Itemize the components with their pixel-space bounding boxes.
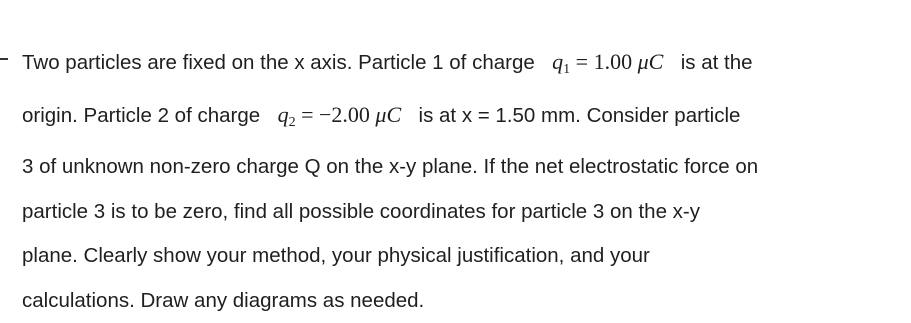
q2-symbol: q [278,102,289,127]
bullet-marker [0,58,8,60]
charge-q1-expression [552,49,663,74]
q1-subscript: 1 [563,62,570,77]
line1-text-a: Two particles are fixed on the x axis. Particle 1 of charge [22,51,535,74]
charge-q2-expression [278,102,402,127]
q1-value: = 1.00 [576,49,632,74]
problem-line-5: plane. Clearly show your method, your physical justification, and your [22,234,902,279]
q2-subscript: 2 [289,115,296,130]
line2-text-b: is at x = 1.50 mm. Consider particle [419,104,741,127]
problem-line-1 [22,40,902,93]
line2-text-a: origin. Particle 2 of charge [22,104,260,127]
q1-unit-mu: μ [638,49,649,74]
problem-line-4: particle 3 is to be zero, find all possible coordinates for particle 3 on the x-y [22,190,902,235]
q2-unit-mu: μ [375,102,386,127]
problem-line-6: calculations. Draw any diagrams as needed. [22,279,902,323]
problem-statement [22,40,902,323]
q2-unit-c: C [386,102,401,127]
problem-line-2 [22,93,902,146]
q2-value: = −2.00 [301,102,370,127]
q1-symbol: q [552,49,563,74]
q1-unit-c: C [649,49,664,74]
problem-line-3: 3 of unknown non-zero charge Q on the x-y plane. If the net electrostatic force on [22,145,902,190]
line1-text-b: is at the [681,51,753,74]
